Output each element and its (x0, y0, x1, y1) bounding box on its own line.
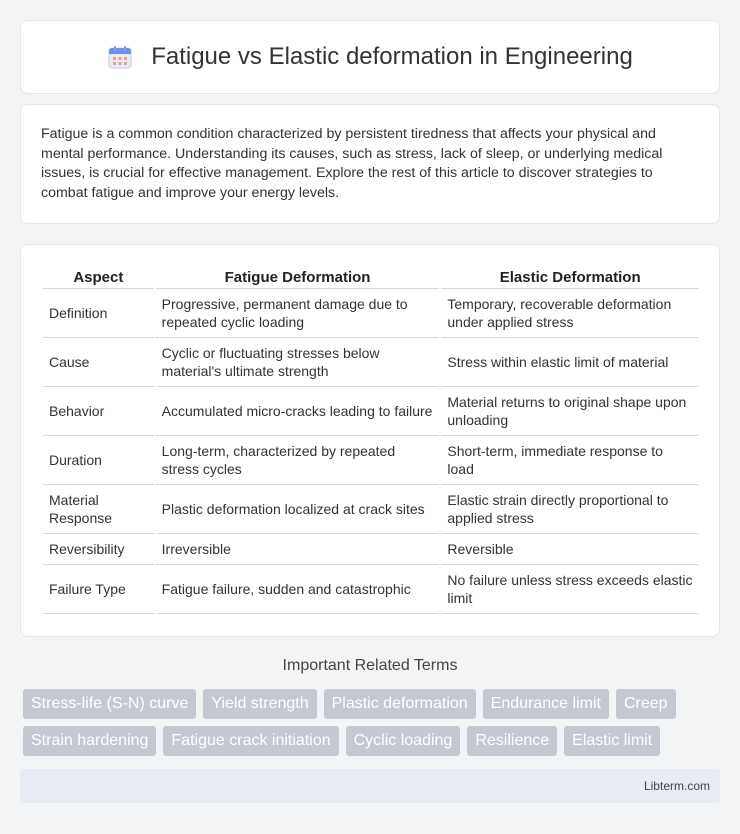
calendar-icon (107, 44, 133, 70)
table-row (43, 485, 699, 534)
cell-aspect: Definition (43, 289, 154, 338)
tag-row (23, 726, 723, 756)
comparison-table (43, 265, 699, 614)
footer (20, 769, 720, 803)
cell-elastic: Reversible (441, 534, 699, 565)
page-title: Fatigue vs Elastic deformation in Engineering (151, 43, 633, 70)
cell-aspect: Reversibility (43, 534, 154, 565)
table-row (43, 387, 699, 436)
tag-yield-strength[interactable]: Yield strength (203, 689, 316, 719)
header-fatigue: Fatigue Deformation (156, 265, 440, 289)
tag-cyclic-loading[interactable]: Cyclic loading (346, 726, 461, 756)
intro-card (20, 104, 720, 224)
cell-elastic: Elastic strain directly proportional to applied stress (441, 485, 699, 534)
tag-plastic-deformation[interactable]: Plastic deformation (324, 689, 476, 719)
tag-creep[interactable]: Creep (616, 689, 676, 719)
intro-text: Fatigue is a common condition characterized by persistent tiredness that affects your physical and mental performance. Understanding its causes, such as stress, lack of sleep, or underlying medical issues, is crucial for effective management. Explore the rest of this article to discover strategies to combat fatigue and improve your energy levels. (41, 126, 663, 201)
table-row (43, 565, 699, 614)
cell-fatigue: Long-term, characterized by repeated stress cycles (156, 436, 440, 485)
cell-fatigue: Irreversible (156, 534, 440, 565)
cell-fatigue: Plastic deformation localized at crack sites (156, 485, 440, 534)
cell-aspect: Duration (43, 436, 154, 485)
related-terms (23, 689, 723, 763)
header-aspect: Aspect (43, 265, 154, 289)
cell-elastic: No failure unless stress exceeds elastic limit (441, 565, 699, 614)
cell-fatigue: Progressive, permanent damage due to repeated cyclic loading (156, 289, 440, 338)
tag-endurance-limit[interactable]: Endurance limit (483, 689, 609, 719)
tag-row (23, 689, 723, 719)
cell-aspect: Cause (43, 338, 154, 387)
table-header-row (43, 265, 699, 289)
cell-fatigue: Cyclic or fluctuating stresses below material's ultimate strength (156, 338, 440, 387)
tag-resilience[interactable]: Resilience (467, 726, 557, 756)
cell-elastic: Stress within elastic limit of material (441, 338, 699, 387)
footer-site-link[interactable]: Libterm.com (643, 779, 710, 793)
cell-fatigue: Accumulated micro-cracks leading to failure (156, 387, 440, 436)
tag-fatigue-crack-initiation[interactable]: Fatigue crack initiation (163, 726, 338, 756)
tag-stress-life-curve[interactable]: Stress-life (S-N) curve (23, 689, 196, 719)
header-card (20, 20, 720, 94)
table-row (43, 289, 699, 338)
tag-elastic-limit[interactable]: Elastic limit (564, 726, 660, 756)
cell-fatigue: Fatigue failure, sudden and catastrophic (156, 565, 440, 614)
table-row (43, 338, 699, 387)
cell-elastic: Material returns to original shape upon unloading (441, 387, 699, 436)
table-row (43, 436, 699, 485)
cell-elastic: Short-term, immediate response to load (441, 436, 699, 485)
header-elastic: Elastic Deformation (441, 265, 699, 289)
cell-aspect: Behavior (43, 387, 154, 436)
related-terms-title: Important Related Terms (282, 657, 458, 674)
title-wrap (107, 43, 633, 71)
tag-strain-hardening[interactable]: Strain hardening (23, 726, 156, 756)
table-row (43, 534, 699, 565)
cell-aspect: Material Response (43, 485, 154, 534)
cell-aspect: Failure Type (43, 565, 154, 614)
cell-elastic: Temporary, recoverable deformation under applied stress (441, 289, 699, 338)
table-card (20, 244, 720, 637)
